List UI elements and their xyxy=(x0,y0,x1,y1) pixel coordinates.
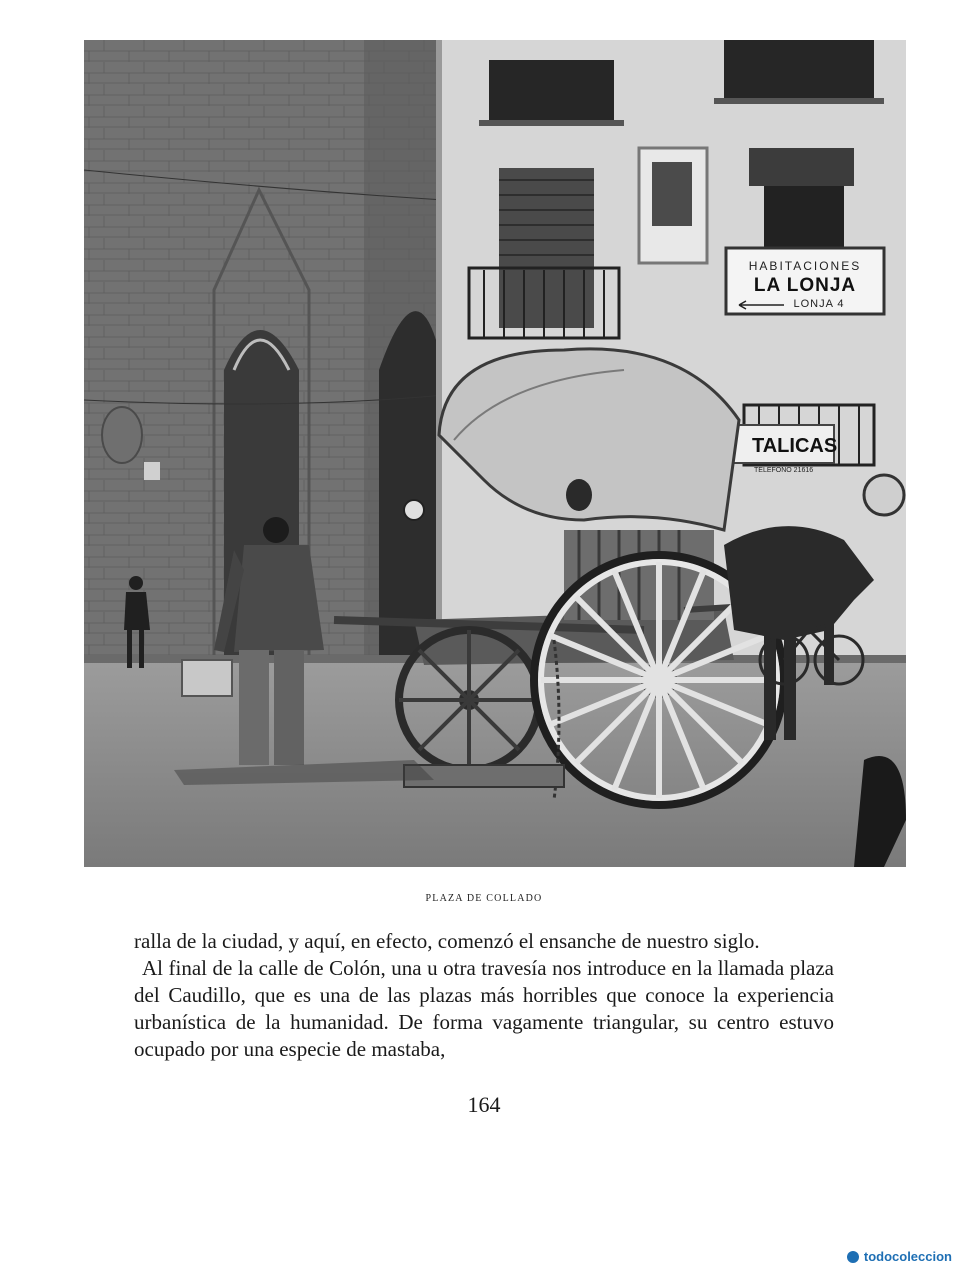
svg-text:HABITACIONES: HABITACIONES xyxy=(748,259,862,273)
body-text xyxy=(134,928,834,1063)
watermark xyxy=(847,1249,952,1264)
svg-text:LA LONJA: LA LONJA xyxy=(753,275,857,296)
paragraph: ralla de la ciudad, y aquí, en efecto, comenzó el ensanche de nuestro siglo. xyxy=(134,929,760,953)
svg-text:TALICAS: TALICAS xyxy=(752,435,838,457)
photo-caption: PLAZA DE COLLADO xyxy=(425,893,543,904)
svg-text:LONJA 4: LONJA 4 xyxy=(793,298,845,310)
photograph-plaza-de-collado xyxy=(84,40,906,867)
hotel-sign xyxy=(726,248,884,314)
watermark-text: todocoleccion xyxy=(863,1249,952,1264)
watermark-logo-icon xyxy=(847,1251,859,1263)
page-number: 164 xyxy=(467,1092,501,1117)
coat-of-arms-icon xyxy=(102,407,142,463)
paragraph: Al final de la calle de Colón, una u otra travesía nos introduce en la llamada plaza del Caudillo, que es una de las plazas más horribles que conoce la experiencia urbanística de la humanidad. De forma vagamente triangular, su centro estuvo ocupado por una especie de mastaba, xyxy=(134,956,834,1061)
svg-text:TELEFONO 21616: TELEFONO 21616 xyxy=(754,467,814,474)
